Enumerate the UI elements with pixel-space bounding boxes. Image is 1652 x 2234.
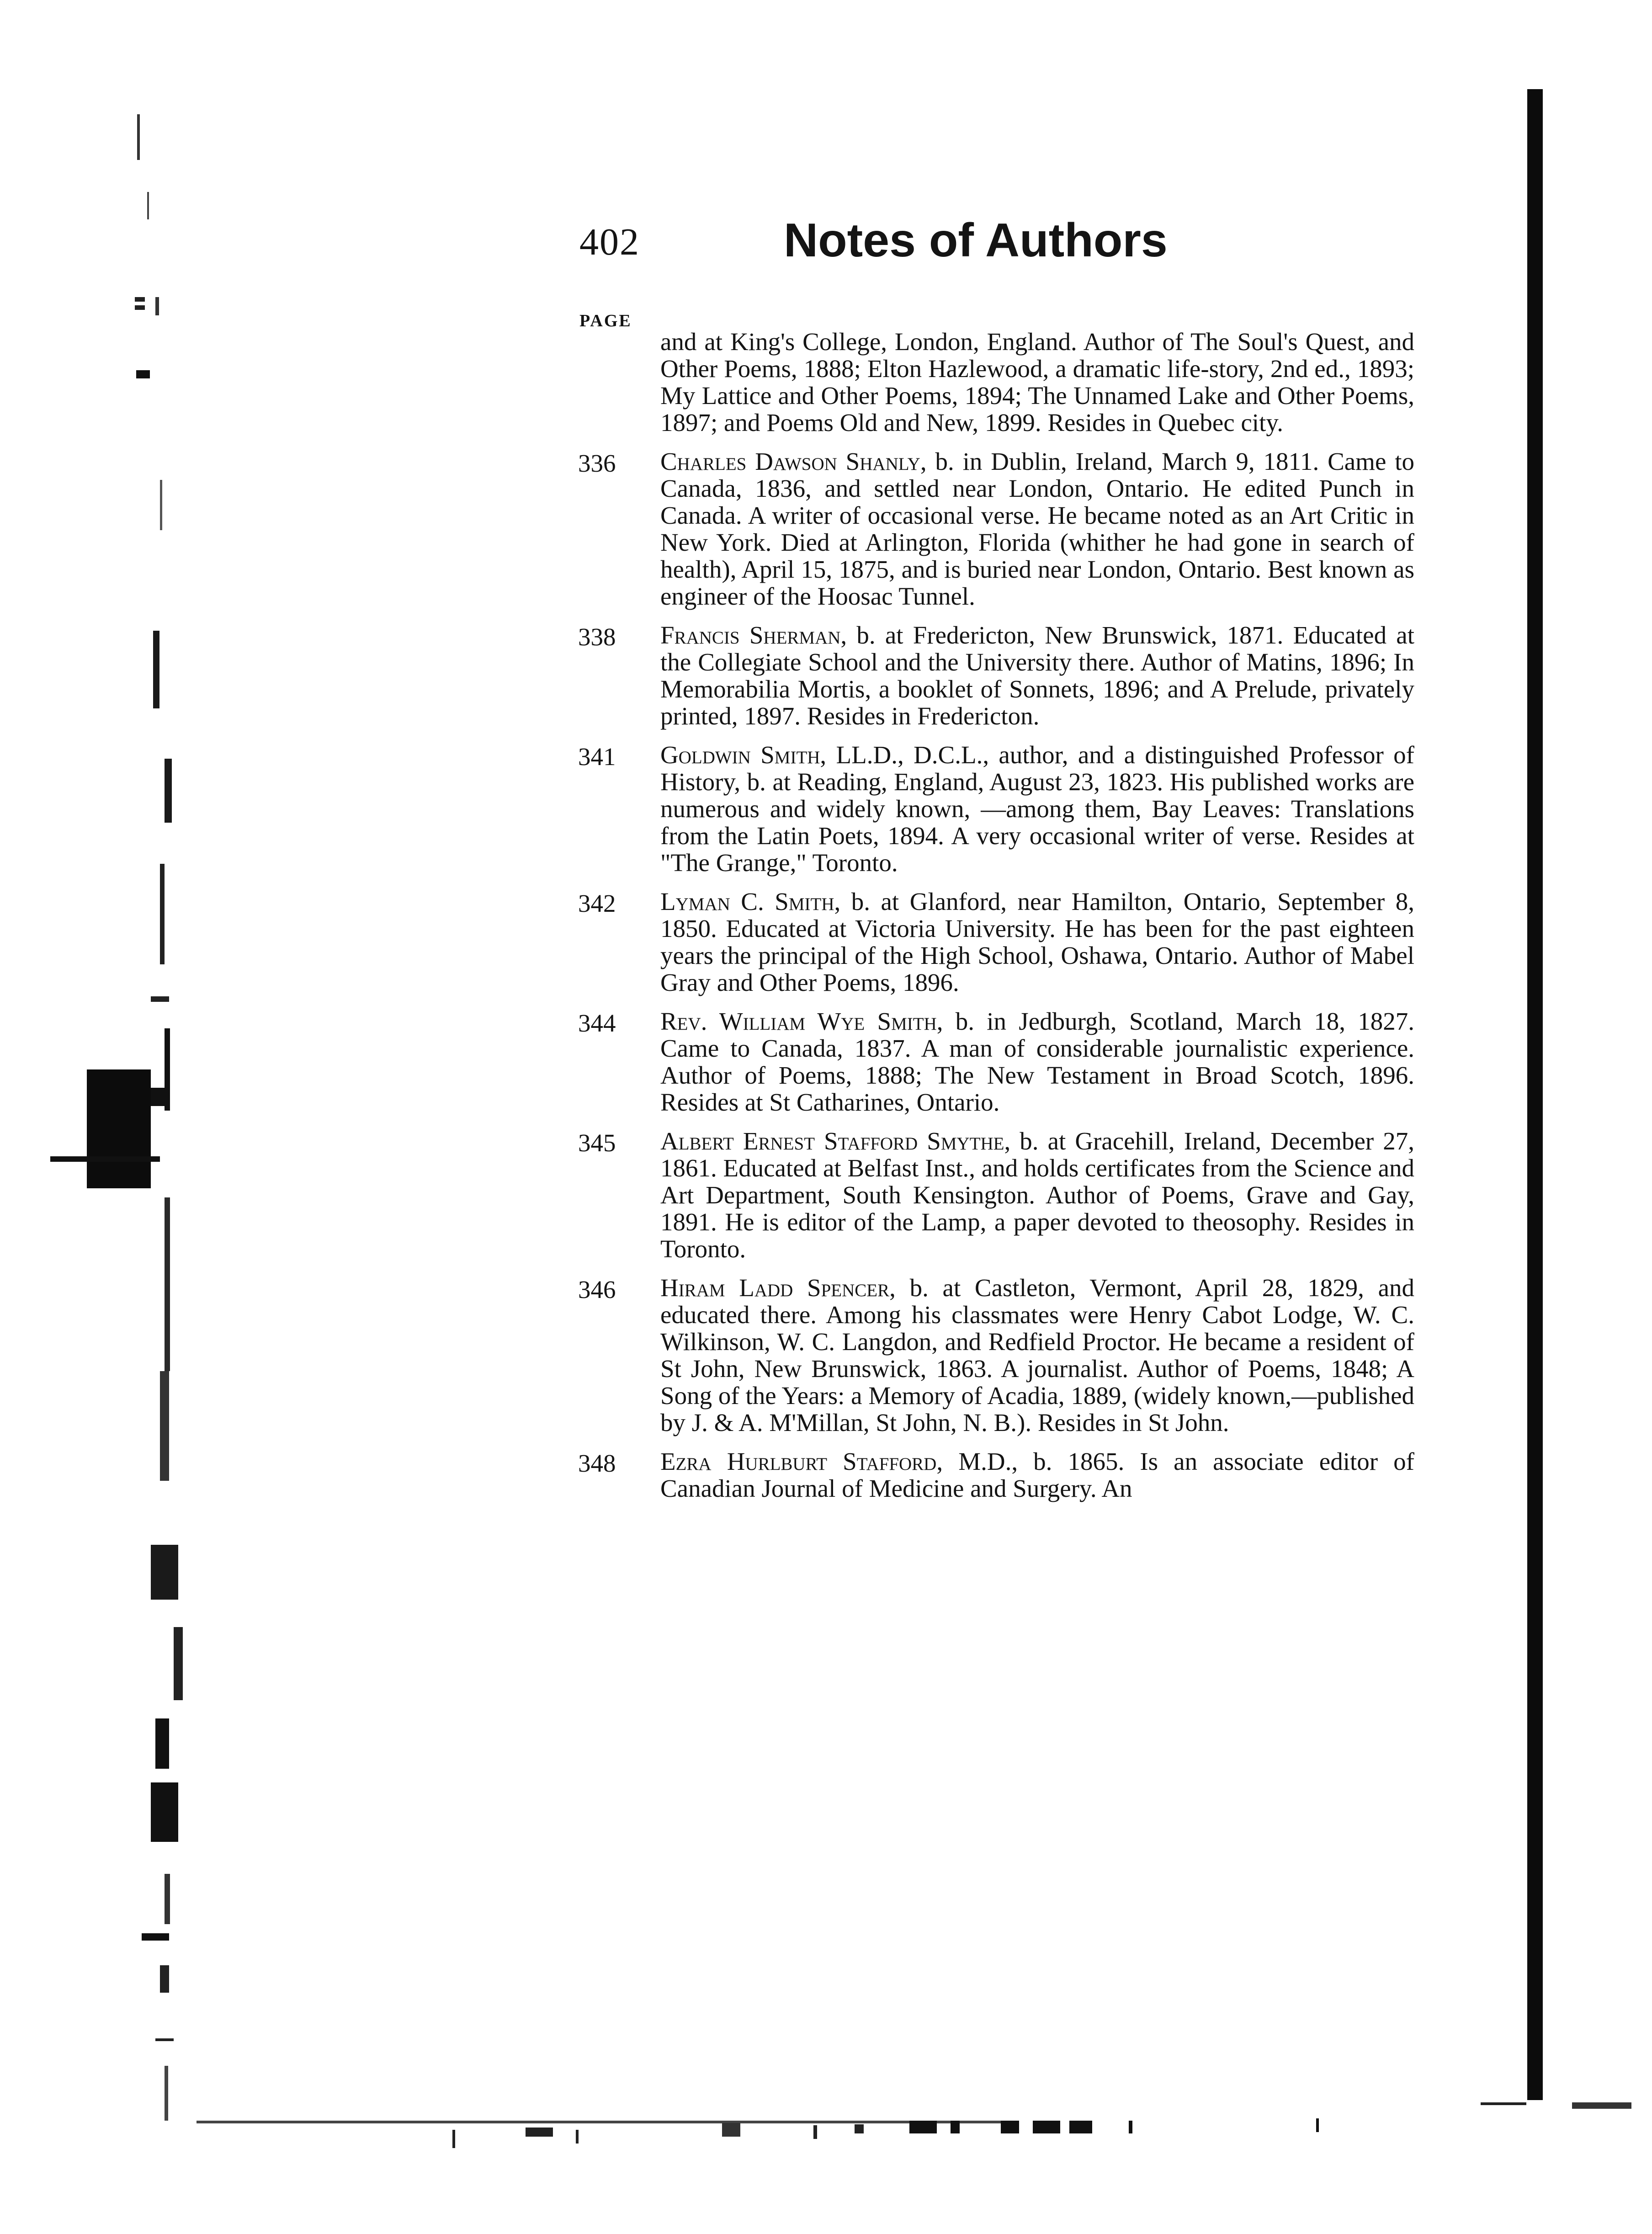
author-entry <box>578 888 1414 996</box>
author-name: Rev. William Wye Smith, <box>660 1007 943 1035</box>
entry-page-number: 344 <box>578 1009 616 1037</box>
entry-page-number: 341 <box>578 743 616 771</box>
author-entry <box>578 328 1414 436</box>
author-name: Hiram Ladd Spencer, <box>660 1274 896 1302</box>
author-note: b. at Gracehill, Ireland, December 27, 1861. Educated at Belfast Inst., and holds certificates from the Science and Art Department, South Kensington. Author of Poems, Grave and Gay, 1891. He is editor of the Lamp, a paper devoted to theosophy. Resides in Toronto. <box>660 1127 1414 1263</box>
author-entry <box>578 622 1414 729</box>
author-name: Francis Sherman, <box>660 621 847 649</box>
author-entry <box>578 1274 1414 1436</box>
author-entry <box>578 741 1414 876</box>
entry-page-number: 336 <box>578 449 616 477</box>
author-notes-list <box>578 328 1414 1514</box>
author-name: Ezra Hurlburt Stafford, <box>660 1447 943 1475</box>
entry-page-number: 345 <box>578 1129 616 1157</box>
entry-page-number: 342 <box>578 889 616 917</box>
author-name: Charles Dawson Shanly, <box>660 447 927 475</box>
author-entry <box>578 1128 1414 1262</box>
author-name: Lyman C. Smith, <box>660 888 841 915</box>
author-entry <box>578 1008 1414 1116</box>
author-entry <box>578 1448 1414 1502</box>
page-title: Notes of Authors <box>784 214 1168 267</box>
author-entry <box>578 448 1414 610</box>
page-number: 402 <box>579 221 640 263</box>
author-name: Albert Ernest Stafford Smythe, <box>660 1127 1011 1155</box>
author-name: Goldwin Smith, <box>660 741 827 769</box>
entry-page-number: 348 <box>578 1449 616 1477</box>
entry-page-number: 338 <box>578 623 616 651</box>
author-note: LL.D., D.C.L., author, and a distinguished Professor of History, b. at Reading, England, August 23, 1823. His published works are numerous and widely known, —among them, Bay Leaves: Translations from the Latin Poets, 1894. A very occasional writer of verse. Resides at "The Grange," Toronto. <box>660 741 1415 877</box>
author-note: b. at Glanford, near Hamilton, Ontario, September 8, 1850. Educated at Victoria University. He has been for the past eighteen years the principal of the High School, Oshawa, Ontario. Author of Mabel Gray and Other Poems, 1896. <box>660 888 1414 996</box>
author-note: b. at Fredericton, New Brunswick, 1871. Educated at the Collegiate School and the University there. Author of Matins, 1896; In Memorabilia Mortis, a booklet of Sonnets, 1896; and A Prelude, privately printed, 1897. Resides in Fredericton. <box>660 621 1414 730</box>
page-column-label: PAGE <box>579 311 632 330</box>
entry-page-number: 346 <box>578 1276 616 1303</box>
author-note: and at King's College, London, England. Author of The Soul's Quest, and Other Poems, 1888; Elton Hazlewood, a dramatic life-story, 2nd ed., 1893; My Lattice and Other Poems, 1894; The Unnamed Lake and Other Poems, 1897; and Poems Old and New, 1899. Resides in Quebec city. <box>660 328 1414 436</box>
scan-bottom-artifacts <box>197 2084 1636 2207</box>
author-note: M.D., b. 1865. Is an associate editor of Canadian Journal of Medicine and Surgery. An <box>660 1447 1414 1502</box>
author-note: b. in Dublin, Ireland, March 9, 1811. Came to Canada, 1836, and settled near London, Ontario. He edited Punch in Canada. A writer of occasional verse. He became noted as an Art Critic in New York. Died at Arlington, Florida (whither he had gone in search of health), April 15, 1875, and is buried near London, Ontario. Best known as engineer of the Hoosac Tunnel. <box>660 447 1414 610</box>
author-note: b. at Castleton, Vermont, April 28, 1829, and educated there. Among his classmates were Henry Cabot Lodge, W. C. Wilkinson, W. C. Langdon, and Redfield Proctor. He became a resident of St John, New Brunswick, 1863. A journalist. Author of Poems, 1848; A Song of the Years: a Memory of Acadia, 1889, (widely known,—published by J. & A. M'Millan, St John, N. B.). Resides in St John. <box>660 1274 1415 1436</box>
scan-edge-bar <box>1527 89 1543 2100</box>
scan-margin-artifacts <box>0 0 215 2234</box>
author-note: b. in Jedburgh, Scotland, March 18, 1827. Came to Canada, 1837. A man of considerable journalistic experience. Author of Poems, 1888; The New Testament in Broad Scotch, 1896. Resides at St Catharines, Ontario. <box>660 1007 1414 1116</box>
